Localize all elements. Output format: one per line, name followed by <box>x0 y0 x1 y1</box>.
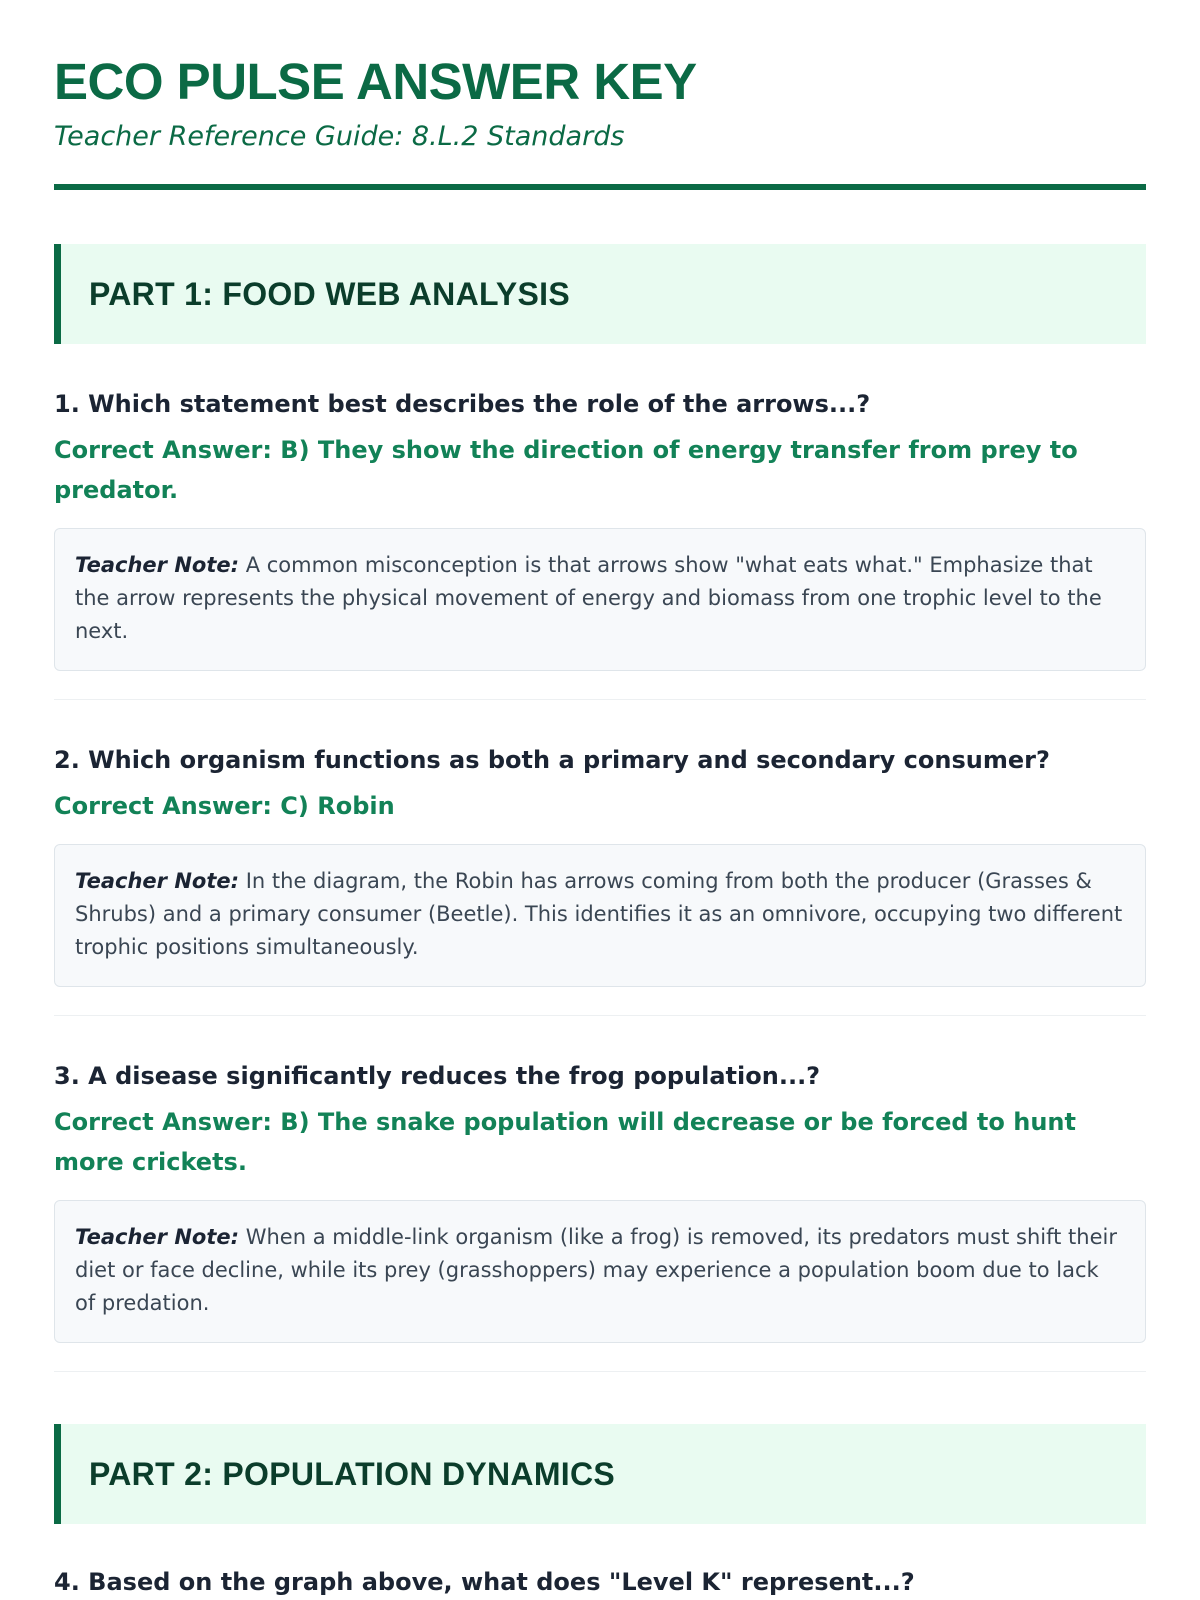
teacher-note-text: A common misconception is that arrows show "what eats what." Emphasize that the arrow represents the physical movement of energy and biomass from one trophic level to the next. <box>75 553 1102 643</box>
question-block-3 <box>54 1060 1146 1372</box>
question-text: 3. A disease significantly reduces the frog population...? <box>54 1062 821 1090</box>
teacher-note <box>54 528 1146 671</box>
title-divider <box>54 184 1146 190</box>
correct-answer: Correct Answer: C) Robin <box>54 792 395 820</box>
section-title: PART 1: FOOD WEB ANALYSIS <box>89 275 571 312</box>
section-header-part-1 <box>54 244 1146 344</box>
section-header-part-2 <box>54 1424 1146 1524</box>
teacher-note-text: When a middle-link organism (like a frog) is removed, its predators must shift their diet or face decline, while its prey (grasshoppers) may experience a population boom due to lack of predation. <box>75 1225 1117 1315</box>
question-text: 4. Based on the graph above, what does "Level K" represent...? <box>54 1568 915 1596</box>
document-title: ECO PULSE ANSWER KEY <box>54 53 697 110</box>
question-text: 1. Which statement best describes the role of the arrows...? <box>54 390 871 418</box>
question-block-4 <box>54 1566 1146 1598</box>
question-text: 2. Which organism functions as both a primary and secondary consumer? <box>54 746 1050 774</box>
teacher-note-text: In the diagram, the Robin has arrows coming from both the producer (Grasses & Shrubs) and a primary consumer (Beetle). This identifies it as an omnivore, occupying two different trophic positions simultaneously. <box>75 869 1123 959</box>
teacher-note-label: Teacher Note: <box>75 1225 240 1249</box>
question-block-2 <box>54 744 1146 1016</box>
question-divider <box>54 699 1146 700</box>
teacher-note <box>54 844 1146 987</box>
section-title: PART 2: POPULATION DYNAMICS <box>89 1455 616 1492</box>
question-divider <box>54 1371 1146 1372</box>
correct-answer: Correct Answer: B) They show the direction of energy transfer from prey to predator. <box>54 436 1078 504</box>
teacher-note <box>54 1200 1146 1343</box>
correct-answer: Correct Answer: B) The snake population will decrease or be forced to hunt more crickets. <box>54 1108 1076 1176</box>
document-subtitle: Teacher Reference Guide: 8.L.2 Standards <box>54 121 625 152</box>
teacher-note-label: Teacher Note: <box>75 869 240 893</box>
question-divider <box>54 1015 1146 1016</box>
document-header <box>54 52 1146 190</box>
teacher-note-label: Teacher Note: <box>75 553 240 577</box>
question-block-1 <box>54 388 1146 700</box>
